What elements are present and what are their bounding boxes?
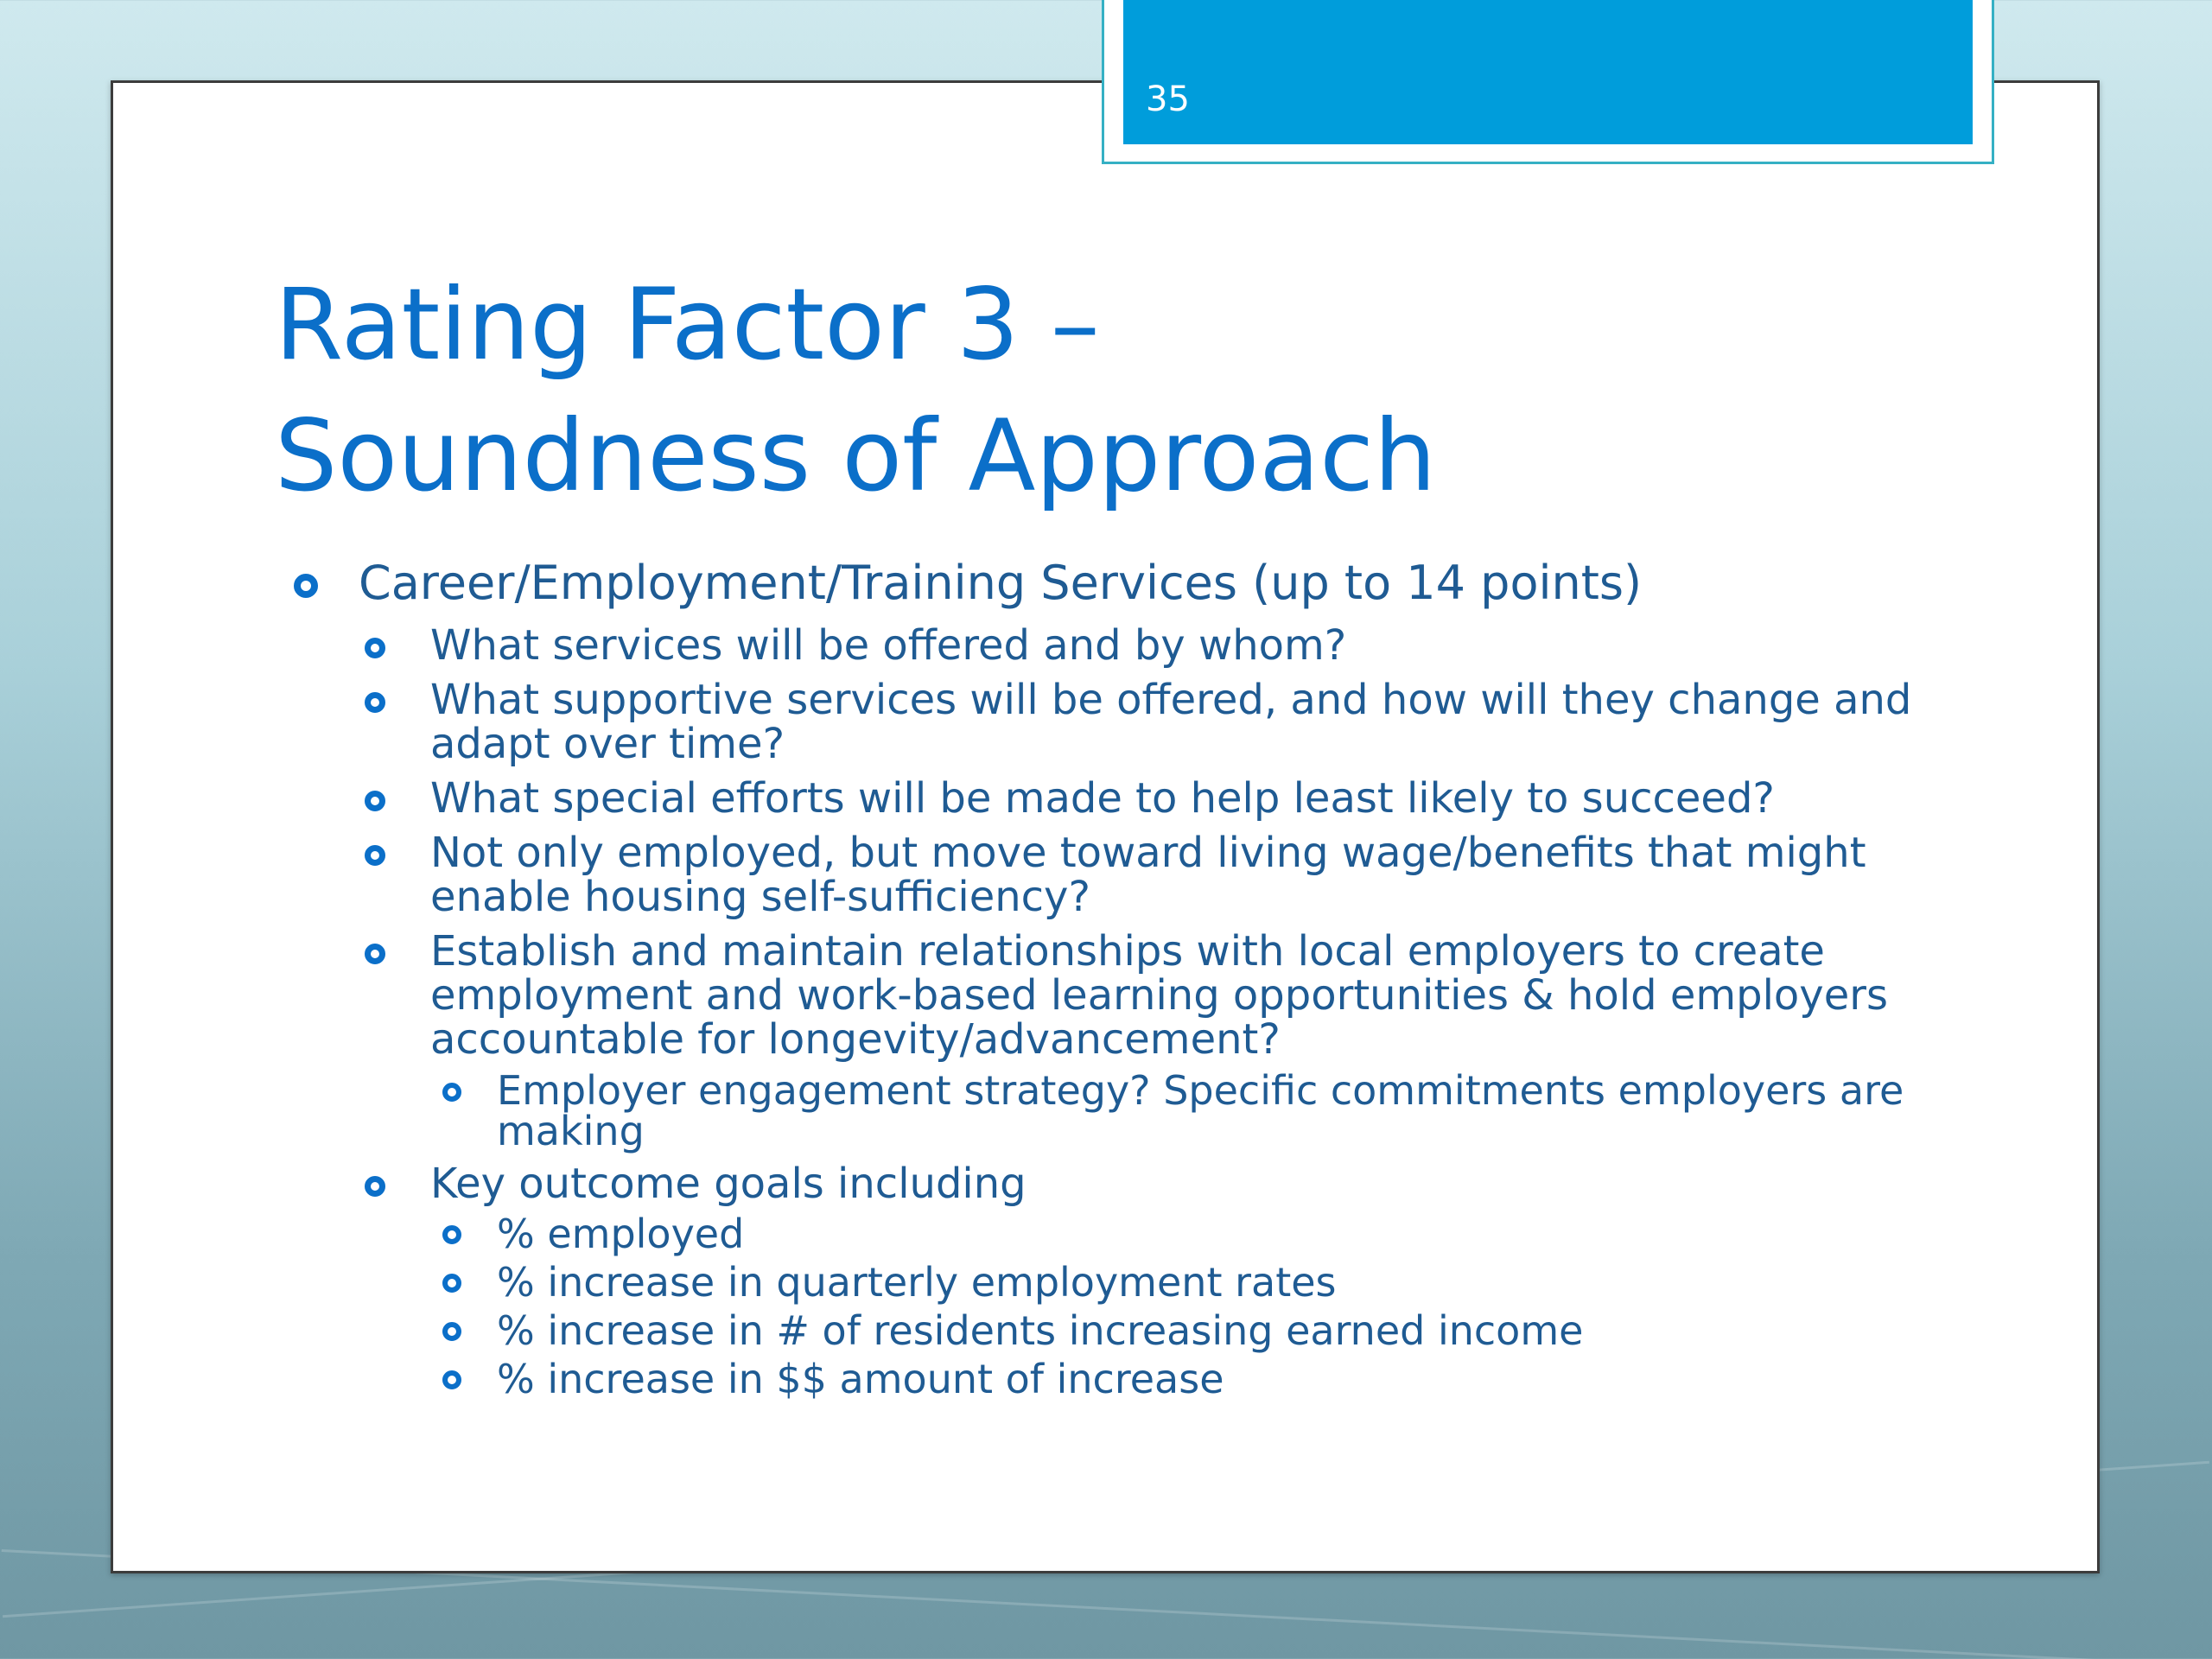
bullet-item-level-3 [294,1307,1936,1354]
bullet-item-level-3 [294,1259,1936,1306]
bullet-item-level-2 [294,621,1936,670]
bullet-item-level-2 [294,927,1936,1064]
hollow-circle-bullet-icon [442,1322,461,1341]
bullet-text: What special efforts will be made to help least likely to succeed? [430,774,1775,823]
hollow-circle-bullet-icon [365,692,385,713]
bullet-item-level-2 [294,678,1936,766]
bullet-item-level-3 [294,1358,1936,1400]
bullet-text: % increase in quarterly employment rates [497,1259,1337,1306]
hollow-circle-bullet-icon [365,791,385,811]
bullet-text: Key outcome goals including [430,1160,1027,1208]
bullet-text: What services will be offered and by whom? [430,621,1347,670]
hollow-circle-bullet-icon [442,1225,461,1244]
bullet-text: Employer engagement strategy? Specific commitments employers are making [497,1067,1904,1154]
bullet-item-level-1 [294,553,1936,613]
slide-number: 35 [1146,79,1190,119]
bullet-text: Establish and maintain relationships with local employers to create employment and work-based learning opportunities & hold employers accountable for longevity/advancement? [430,927,1888,1064]
bullet-text: Career/Employment/Training Services (up to 14 points) [359,556,1643,610]
bullet-item-level-3 [294,1213,1936,1255]
hollow-circle-bullet-icon [365,944,385,964]
bullet-text: Not only employed, but move toward living wage/benefits that might enable housing self-sufficiency? [430,829,1866,921]
slide-title [275,259,1916,522]
bullet-text: % increase in # of residents increasing earned income [497,1307,1584,1354]
slide-body [294,553,1936,1400]
hollow-circle-bullet-icon [294,574,318,598]
bullet-item-level-2 [294,774,1936,823]
slide-title-line: Rating Factor 3 – [275,267,1100,382]
bullet-item-level-2 [294,831,1936,919]
hollow-circle-bullet-icon [365,1176,385,1197]
bullet-text: % increase in $$ amount of increase [497,1356,1224,1402]
slide-number-bar [1123,0,1973,144]
slide-title-line: Soundness of Approach [275,398,1437,513]
bullet-text: What supportive services will be offered, and how will they change and adapt over time? [430,676,1912,768]
bullet-item-level-2 [294,1162,1936,1206]
hollow-circle-bullet-icon [442,1274,461,1293]
hollow-circle-bullet-icon [442,1083,461,1102]
hollow-circle-bullet-icon [442,1370,461,1389]
bullet-item-level-3 [294,1067,1936,1154]
hollow-circle-bullet-icon [365,845,385,866]
hollow-circle-bullet-icon [365,638,385,658]
bullet-text: % employed [497,1211,745,1257]
